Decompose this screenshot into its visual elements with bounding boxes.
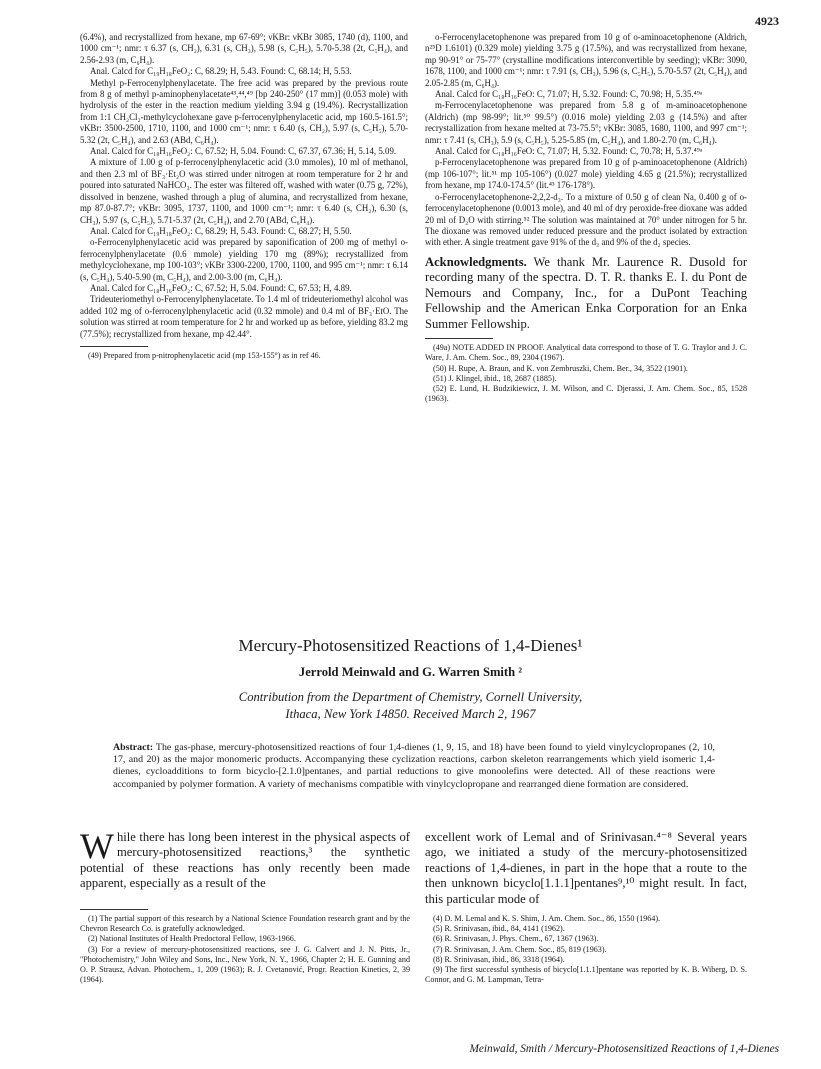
paragraph: o-Ferrocenylacetophenone was prepared from 10 g of o-aminoacetophenone (Aldrich, n²⁵D 1.6101) (0.329 mole) yielding 3.75 g (17.5%), and was recrystallized from hexane, mp 90-91° or 75-77° (crystalline modifications interconvertible by seeding); νKBr: 3090, 1678, 1100, and 1000 cm⁻¹; nmr: τ 7.91 (s, CH₃), 5.96 (s, C₅H₅), 5.70-5.57 (2t, C₅H₄), and 2.05-2.85 (m, C₆H₄).	[425, 32, 747, 88]
paragraph: Trideuteriomethyl o-Ferrocenylphenylacetate. To 1.4 ml of trideuteriomethyl alcohol was added 102 mg of o-ferrocenylphenylacetic acid (0.32 mmole) and 0.4 ml of BF₃·EtO. The solution was stirred at room temperature for 2 hr and worked up as before, yielding 83.2 mg (77.5%); recrystallized from hexane, mp 42.44°.	[80, 294, 408, 339]
bottom-footnotes-right	[425, 909, 747, 985]
footnote: (52) E. Lund, H. Budzikiewicz, J. M. Wilson, and C. Djerassi, J. Am. Chem. Soc., 85, 1528 (1963).	[425, 384, 747, 404]
page-number: 4923	[755, 14, 779, 28]
paragraph: p-Ferrocenylacetophenone was prepared from 10 g of p-aminoacetophenone (Aldrich) (mp 106-107°; lit.⁵¹ mp 105-106°) (0.027 mole) yielding 4.65 g (21.5%); recrystallized from hexane, mp 174.0-174.5° (lit.⁴³ 176-178°).	[425, 157, 747, 191]
body-text: hile there has long been interest in the physical aspects of mercury-photosensitized reactions,³ the synthetic potential of these reactions has only recently been made apparent, especially as a result of the	[80, 830, 410, 891]
paragraph: (6.4%), and recrystallized from hexane, mp 67-69°; νKBr: νKBr 3085, 1740 (d), 1100, and 1000 cm⁻¹; nmr: τ 6.37 (s, CH₂), 6.31 (s, CH₃), 5.98 (s, C₅H₅), 5.70-5.38 (2t, C₅H₄), and 2.56-2.93 (m, C₆H₄).	[80, 32, 408, 65]
experimental-right-column	[425, 32, 747, 404]
paragraph: o-Ferrocenylphenylacetic acid was prepared by saponification of 200 mg of methyl o-ferrocenylphenylacetate (0.6 mmole) yielding 170 mg (89%); recrystallized from methylcyclohexane, mp 100-103°; νKBr 3300-2200, 1700, 1100, and 995 cm⁻¹; nmr: τ 6.14 (s, C₅H₄), 5.40-5.90 (m, C₅H₄), and 2.00-3.00 (m, C₆H₄).	[80, 237, 408, 282]
running-footer: Meinwald, Smith / Mercury-Photosensitized Reactions of 1,4-Dienes	[469, 1043, 779, 1055]
body-left-column	[80, 826, 410, 892]
footnote: (7) R. Srinivasan, J. Am. Chem. Soc., 85, 819 (1963).	[433, 944, 607, 954]
article-title: Mercury-Photosensitized Reactions of 1,4-Dienes¹	[238, 636, 583, 655]
affiliation-line: Ithaca, New York 14850. Received March 2, 1967	[285, 707, 536, 721]
acknowledgments-heading: Acknowledgments.	[425, 254, 527, 269]
bottom-footnotes-left	[80, 909, 410, 985]
paragraph: Anal. Calcd for C₁₉H₁₈FeO₂: C, 68.29; H, 5.43. Found: C, 68.14; H, 5.53.	[90, 66, 352, 77]
acknowledgments-text: We thank Mr. Laurence R. Dusold for recording many of the spectra. D. T. R. thanks E. I. du Pont de Nemours and Company, Inc., for a DuPont Teaching Fellowship and the American Enka Corporation for an Enka Summer Fellowship.	[425, 254, 748, 331]
footnote: (3) For a review of mercury-photosensitized reactions, see J. G. Calvert and J. N. Pitts, Jr., "Photochemistry," John Wiley and Sons, Inc., New York, N. Y., 1966, Chapter 2; H. E. Gunning and O. P. Strausz, Advan. Photochem., 1, 209 (1963); R. J. Cvetanović, Progr. Reaction Kinetics, 2, 39 (1964).	[80, 944, 410, 985]
article-affiliation	[0, 689, 821, 723]
paragraph: m-Ferrocenylacetophenone was prepared from 5.8 g of m-aminoacetophenone (Aldrich) (mp 98-99°; lit.⁵⁰ 99.5°) (0.016 mole) yielding 2.03 g (14.5%) and after recrystallization from hexane melted at 73-75.5°; νKBr: 3085, 1680, 1100, and 997 cm⁻¹; nmr: τ 7.41 (s, CH₃), 5.9 (s, C₅H₅), 5.25-5.85 (m, C₅H₄), and 1.80-2.70 (m, C₆H₄).	[425, 100, 747, 145]
footnote-rule	[80, 909, 148, 910]
footnote: (1) The partial support of this research by a National Science Foundation research grant and by the Chevron Research Co. is gratefully acknowledged.	[80, 914, 410, 934]
abstract-text: The gas-phase, mercury-photosensitized reactions of four 1,4-dienes (1, 9, 15, and 18) have been found to yield vinylcyclopropanes (2, 10, 17, and 20) as the major monomeric products. Accompanying these cyclization reactions, carbon skeleton rearrangements which yield isomeric 1,4-dienes, cycloadditions to form bicyclo-[2.1.0]pentanes, and partial reductions to give monoolefins were detected. All of these reactions were accompanied by polymer formation. A variety of mechanisms compatible with vinylcyclopropane and rearranged diene formation are considered.	[113, 742, 715, 790]
paragraph: A mixture of 1.00 g of p-ferrocenylphenylacetic acid (3.0 mmoles), 10 ml of methanol, and then 2.3 ml of BF₃·Et₂O was stirred under nitrogen at room temperature for 2 hr and poured into saturated NaHCO₃. The ester was filtered off, washed with water (0.75 g, 72%), dissolved in benzene, washed through a plug of alumina, and recrystallized from hexane, mp 87.0-87.7°; νKBr: 3095, 1737, 1100, and 1000 cm⁻¹; nmr: τ 6.40 (s, CH₂), 6.30 (s, CH₃), 5.97 (s, C₅H₅), 5.71-5.37 (2t, C₅H₄), and 2.70 (ABd, C₆H₄).	[80, 157, 408, 225]
paragraph: Methyl p-Ferrocenylphenylacetate. The free acid was prepared by the previous route from 8 g of methyl p-aminophenylacetate⁴³,⁴⁴,⁴⁹ [bp 240-250° (17 mm)] (0.053 mole) with hydrolysis of the ester in the reaction medium yielding 3.94 g (19.4%). Recrystallization from 1:1 CH₂Cl₂-methylcyclohexane gave p-ferrocenylphenylacetic acid, mp 160.5-161.5°; νKBr: 3500-2500, 1710, 1100, and 1000 cm⁻¹; nmr: τ 6.40 (s, CH₂), 5.97 (s, C₅H₅), 5.70-5.32 (2t, C₅H₄), and 2.63 (ABd, C₆H₄).	[80, 77, 408, 145]
drop-cap: W	[80, 826, 114, 866]
footnote: (51) J. Klingel, ibid., 18, 2687 (1885).	[433, 373, 557, 383]
paragraph: o-Ferrocenylacetophenone-2,2,2-d₃. To a mixture of 0.50 g of clean Na, 0.400 g of o-ferrocenylacetophenone (0.0013 mole), and 40 ml of dry peroxide-free dioxane was added 20 ml of D₂O with stirring.⁵² The solution was maintained at 70° under nitrogen for 5 hr. The dioxane was removed under reduced pressure and the product isolated by extraction with ether. A single treatment gave 91% of the d₃ and 9% of the d₂ species.	[425, 191, 747, 248]
abstract	[113, 742, 715, 791]
footnote-block	[80, 351, 408, 361]
acknowledgments	[425, 255, 747, 333]
footnote: (5) R. Srinivasan, ibid., 84, 4141 (1962).	[433, 924, 565, 934]
footnote: (49) Prepared from p-nitrophenylacetic acid (mp 153-155°) as in ref 46.	[88, 350, 321, 360]
footnote-rule	[425, 338, 493, 339]
affiliation-line: Contribution from the Department of Chemistry, Cornell University,	[238, 690, 583, 704]
abstract-heading: Abstract:	[113, 742, 154, 753]
footnote: (6) R. Srinivasan, J. Phys. Chem., 67, 1367 (1963).	[433, 934, 599, 944]
footnote: (8) R. Srinivasan, ibid., 86, 3318 (1964).	[433, 954, 565, 964]
body-text: excellent work of Lemal and of Srinivasan.⁴⁻⁸ Several years ago, we initiated a study of the mercury-photosensitized reactions of 1,4-dienes, in part in the hope that a route to the then unknown bicyclo[1.1.1]pentanes⁹,¹⁰ might result. In fact, this particular mode of	[425, 830, 747, 906]
footnote: (49a) NOTE ADDED IN PROOF. Analytical data correspond to those of T. G. Traylor and J. C. Ware, J. Am. Chem. Soc., 89, 2304 (1967).	[425, 343, 747, 363]
footnote: (4) D. M. Lemal and K. S. Shim, J. Am. Chem. Soc., 86, 1550 (1964).	[433, 914, 661, 923]
paragraph: Anal. Calcd for C₁₈H₁₆FeO₂: C, 67.52; H, 5.04. Found: C, 67.53; H, 4.89.	[90, 282, 352, 293]
paragraph: Anal. Calcd for C₁₈H₁₆FeO: C, 71.07; H, 5.32. Found: C, 70.98; H, 5.35.⁴⁹ᵃ	[435, 89, 703, 100]
article-authors: Jerrold Meinwald and G. Warren Smith ²	[298, 665, 523, 679]
paragraph: Anal. Calcd for C₁₈H₁₆FeO₂: C, 67.52; H, 5.04. Found: C, 67.37, 67.36; H, 5.14, 5.09.	[90, 146, 397, 157]
footnote-block	[425, 343, 747, 404]
footnote: (50) H. Rupe, A. Braun, and K. von Zembruszki, Chem. Ber., 34, 3522 (1901).	[433, 363, 688, 373]
footnote-rule	[80, 346, 148, 347]
paragraph: Anal. Calcd for C₁₉H₁₈FeO₂: C, 68.29; H, 5.43. Found: C, 68.27; H, 5.50.	[90, 225, 352, 236]
experimental-left-column	[80, 32, 408, 361]
footnote: (2) National Institutes of Health Predoctoral Fellow, 1963-1966.	[88, 934, 296, 944]
paragraph: Anal. Calcd for C₁₈H₁₆FeO: C, 71.07; H, 5.32. Found: C, 70.78; H, 5.37.⁴⁹ᵃ	[435, 146, 703, 157]
body-right-column	[425, 830, 747, 907]
footnote: (9) The first successful synthesis of bicyclo[1.1.1]pentane was reported by K. B. Wiberg, D. S. Connor, and G. M. Lampman, Tetra-	[425, 965, 747, 985]
